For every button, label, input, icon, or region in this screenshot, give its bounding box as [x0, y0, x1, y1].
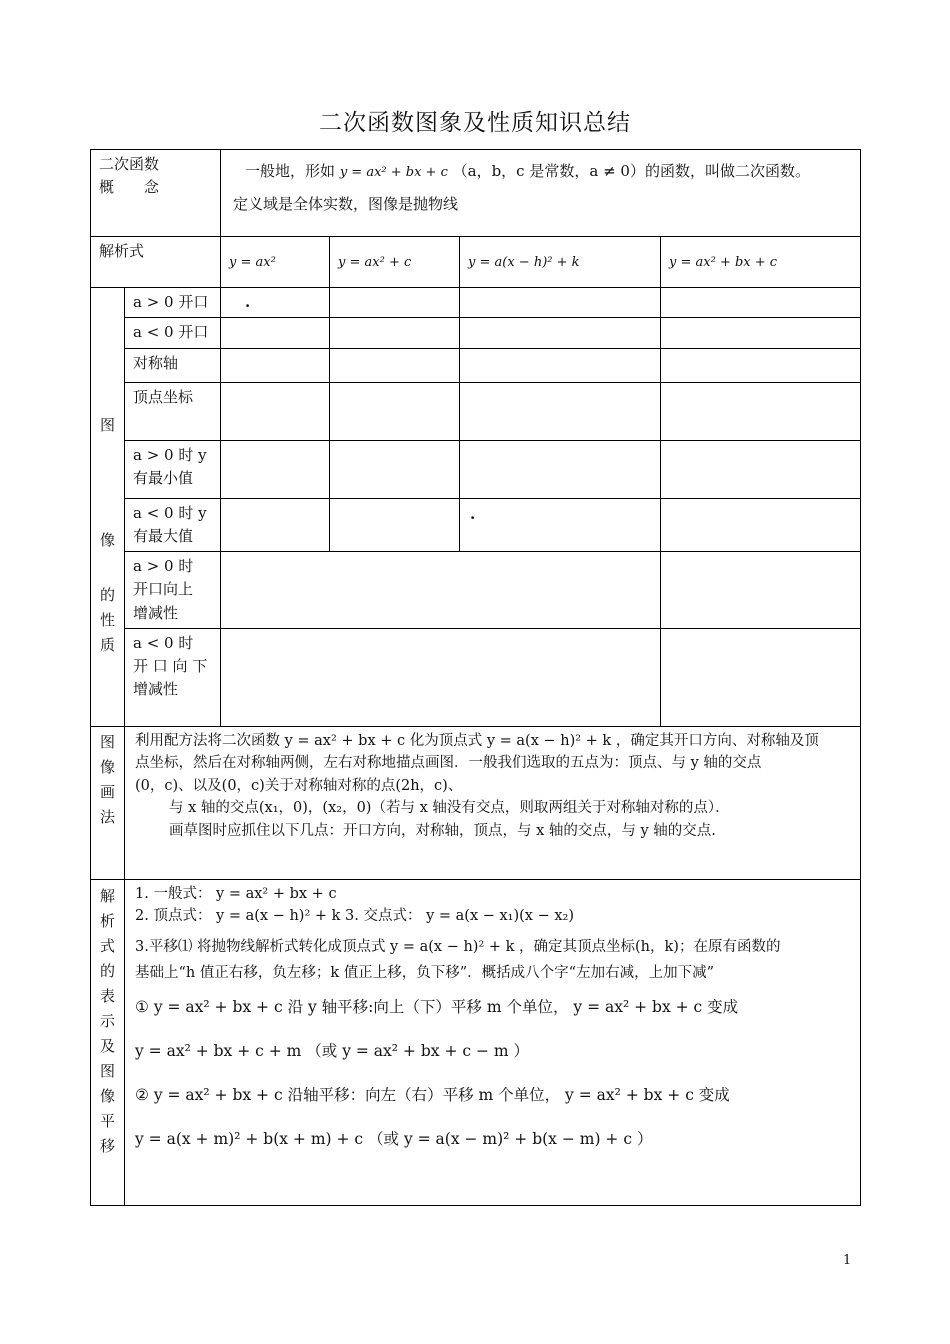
expressions-side-label: 解 析 式 的 表 示 及 图 像 平 移	[91, 879, 125, 1205]
concept-label: 二次函数 概 念	[91, 150, 221, 237]
property-row	[91, 382, 861, 440]
property-row	[91, 318, 861, 348]
form-2: y = ax² + c	[330, 237, 460, 288]
concept-text: 一般地，形如 y = ax² + bx + c （a，b，c 是常数，a ≠ 0）的函数，叫做二次函数。 定义域是全体实数，图像是抛物线	[221, 150, 861, 237]
row-label: a < 0 开口	[125, 318, 221, 348]
drawing-text: 利用配方法将二次函数 y = ax² + bx + c 化为顶点式 y = a(x − h)² + k ，确定其开口方向、对称轴及顶 点坐标，然后在对称轴两侧，左右对称地描点画图．一般我们选取的五点为：顶点、与 y 轴的交点 (0，c)、以及(0，c)关于对称轴对称的点(2h，c)、 与 x 轴的交点(x₁，0)，(x₂，0)（若与 x 轴没有交点，则取两组关于对称轴对称的点）． 画草图时应抓住以下几点：开口方向，对称轴，顶点，与 x 轴的交点，与 y 轴的交点.	[125, 726, 861, 879]
concept-row	[91, 150, 861, 237]
property-row: 图 像 的 性 质 a > 0 开口 .	[91, 288, 861, 318]
form-1: y = ax²	[221, 237, 330, 288]
row-label: a > 0 开口	[125, 288, 221, 318]
form-4: y = ax² + bx + c	[661, 237, 861, 288]
page-number: 1	[843, 1253, 852, 1268]
property-row	[91, 348, 861, 382]
analytic-row	[91, 237, 861, 288]
row-label: a < 0 时 开 口 向 下 增减性	[125, 628, 221, 726]
drawing-side-label: 图 像 画 法	[91, 726, 125, 879]
row-label: 顶点坐标	[125, 382, 221, 440]
drawing-row	[91, 726, 861, 879]
properties-side-label: 图 像 的 性 质	[91, 288, 125, 727]
row-label: a > 0 时 开口向上 增减性	[125, 552, 221, 629]
expressions-row	[91, 879, 861, 1205]
row-label: a < 0 时 y 有最大值	[125, 498, 221, 552]
concept-formula: y = ax² + bx + c	[339, 165, 448, 180]
row-label: a > 0 时 y 有最小值	[125, 440, 221, 498]
form-3: y = a(x − h)² + k	[460, 237, 661, 288]
expressions-text: 1. 一般式： y = ax² + bx + c 2. 顶点式： y = a(x − h)² + k 3. 交点式： y = a(x − x₁)(x − x₂) 3.平移⑴ 将抛物线解析式转化成顶点式 y = a(x − h)² + k ，确定其顶点坐标(h，k)；在原有函数的 基础上“h 值正右移，负左移；k 值正上移，负下移”．概括成八个字“左加右减，上加下减” ① y = ax² + bx + c 沿 y 轴平移:向上（下）平移 m 个单位， y = ax² + bx + c 变成 y = ax² + bx + c + m （或 y = ax² + bx + c − m ） ② y = ax² + bx + c 沿轴平移：向左（右）平移 m 个单位， y = ax² + bx + c 变成 y = a(x + m)² + b(x + m) + c （或 y = a(x − m)² + b(x − m) + c ）	[125, 879, 861, 1205]
analytic-label: 解析式	[91, 237, 221, 288]
row-label: 对称轴	[125, 348, 221, 382]
property-row	[91, 552, 861, 629]
property-row: a < 0 时 y 有最大值 .	[91, 498, 861, 552]
property-row	[91, 440, 861, 498]
property-row	[91, 628, 861, 726]
page-title: 二次函数图象及性质知识总结	[319, 110, 631, 136]
summary-table	[90, 149, 861, 1206]
